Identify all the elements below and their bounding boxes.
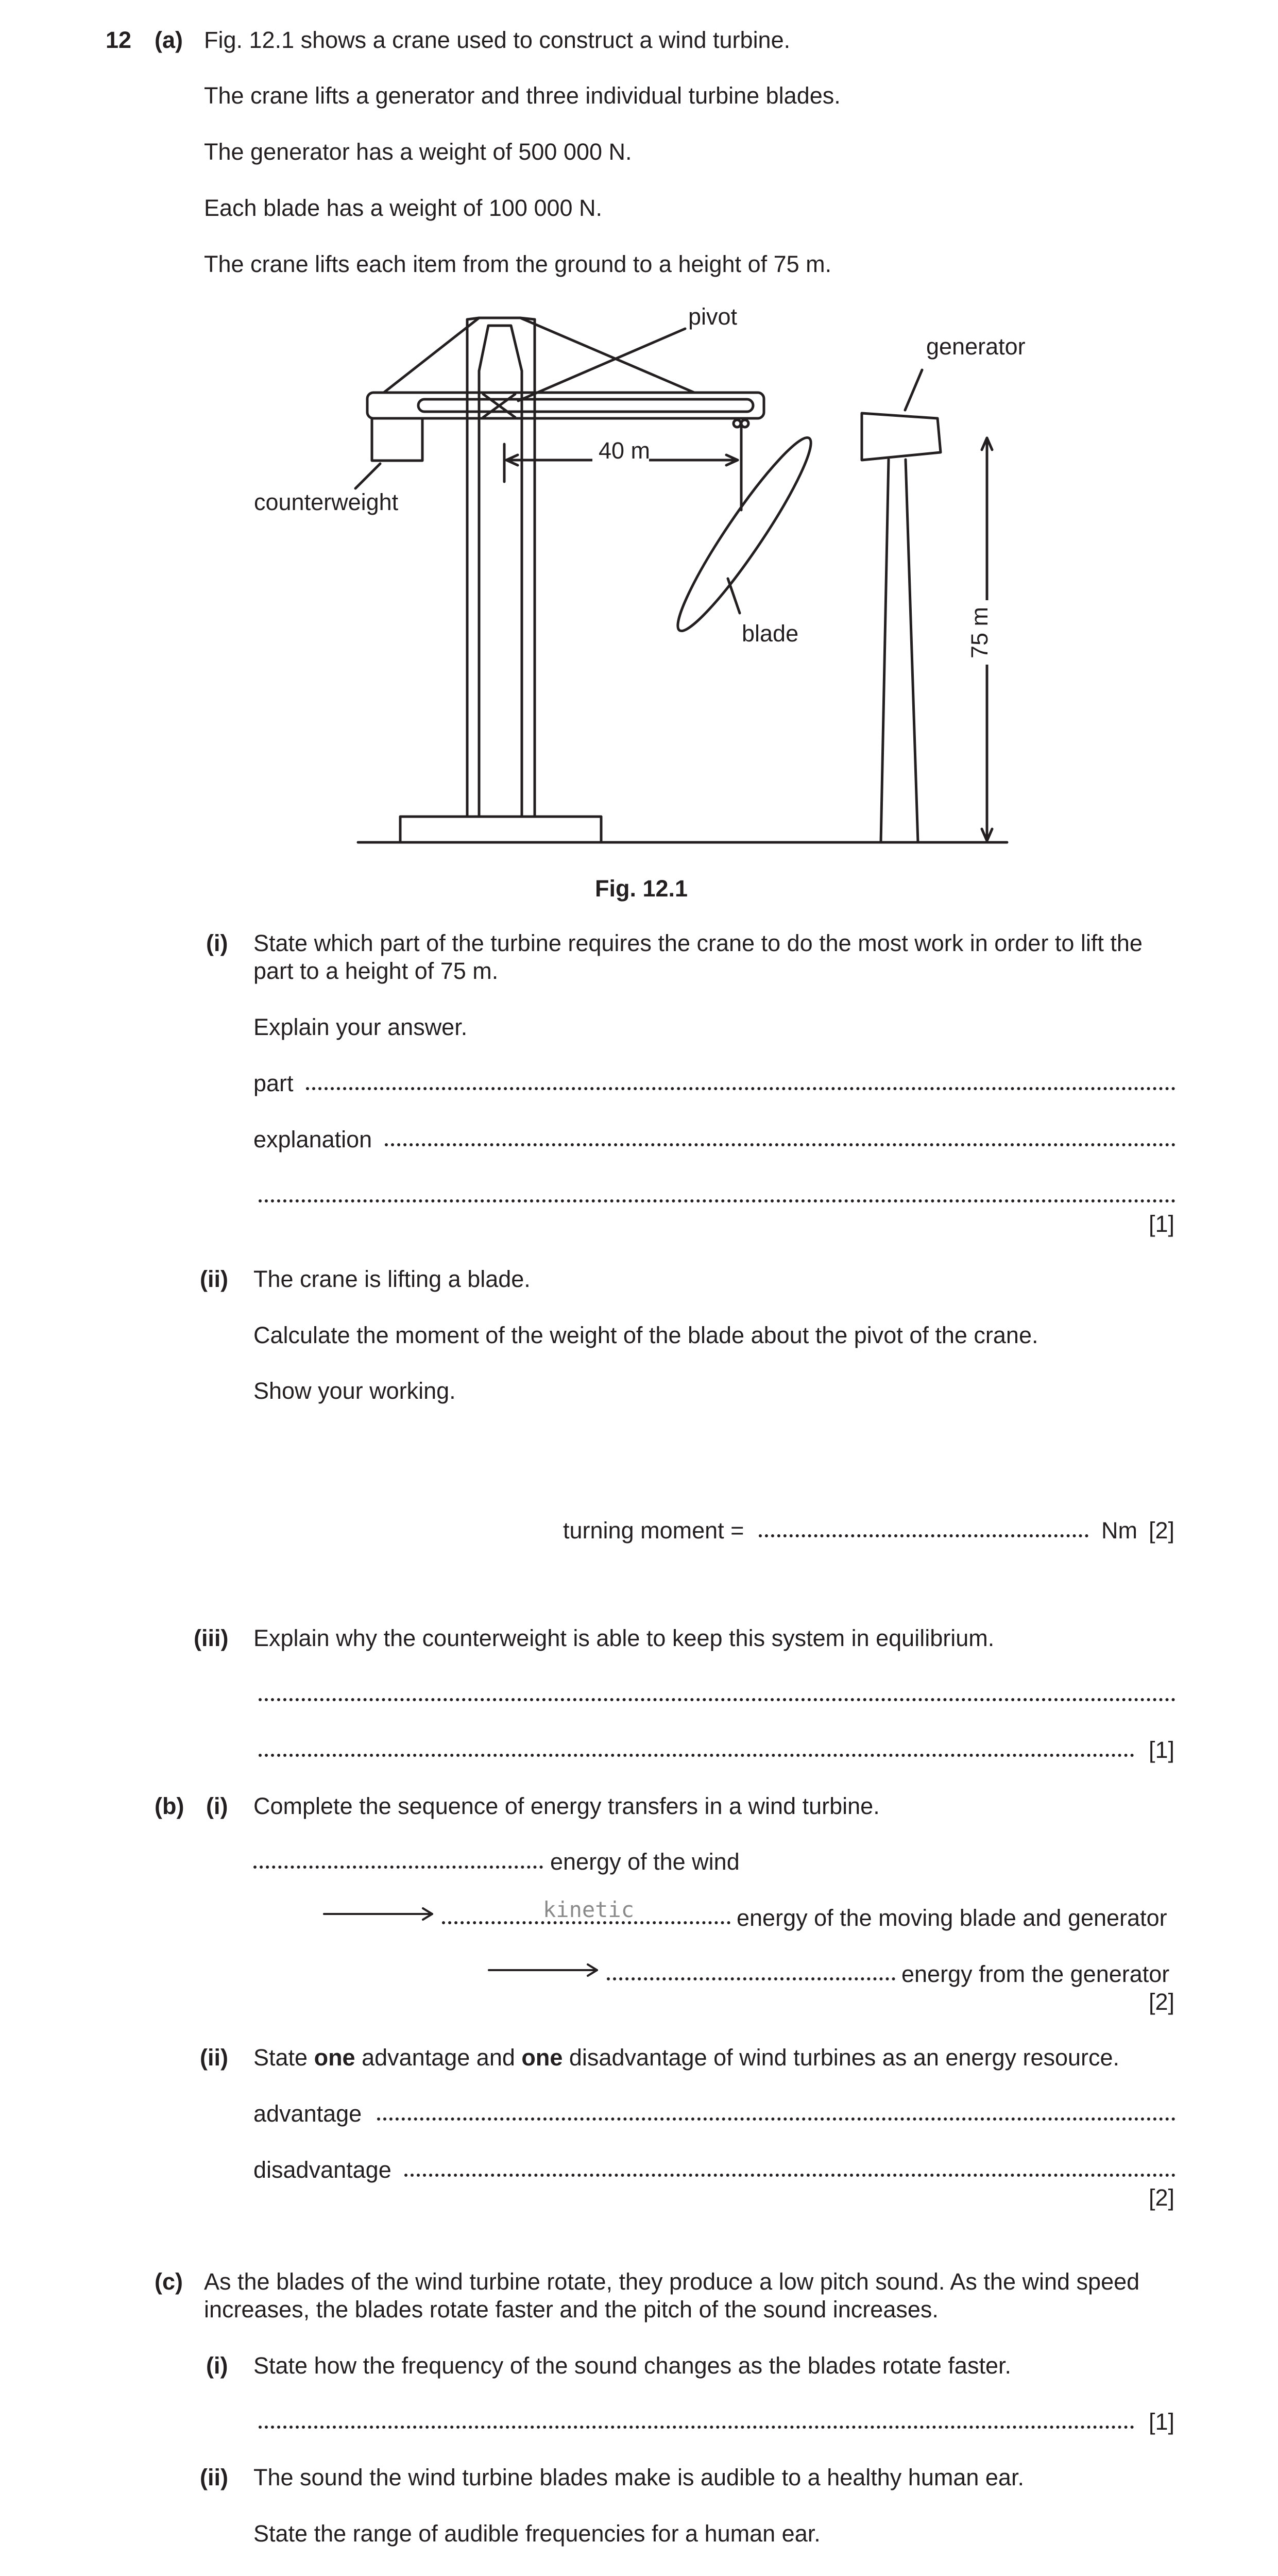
distance-label: 40 m (599, 437, 651, 464)
crane-rigging (384, 318, 694, 393)
a-i-explain: Explain your answer. (253, 1014, 468, 1040)
b-i-line-2: energy of the moving blade and generator (737, 1905, 1167, 1931)
b-i-marks: [2] (1149, 1989, 1175, 2015)
advantage-answer-line[interactable] (377, 2117, 1175, 2121)
a-ii-text-2: Calculate the moment of the weight of the blade about the pivot of the crane. (253, 1322, 1038, 1348)
height-label: 75 m (966, 606, 993, 659)
explanation-answer-line-2[interactable] (259, 1199, 1175, 1202)
c-text-1: As the blades of the wind turbine rotate, they produce a low pitch sound. As the wind speed (204, 2268, 1140, 2295)
intro-line-4: Each blade has a weight of 100 000 N. (204, 195, 603, 221)
crane-hook (734, 420, 748, 510)
c-ii-text-2: State the range of audible frequencies for a human ear. (253, 2520, 821, 2547)
crane-jib (367, 393, 764, 418)
turning-moment-label: turning moment = (563, 1517, 744, 1544)
generator-leader (905, 370, 922, 410)
intro-line-5: The crane lifts each item from the ground to a height of 75 m. (204, 251, 832, 277)
disadvantage-answer-line[interactable] (404, 2174, 1175, 2177)
b-ii-label: (ii) (200, 2044, 228, 2071)
explanation-answer-line-1[interactable] (385, 1143, 1175, 1146)
counterweight-label: counterweight (254, 489, 399, 515)
counterweight-leader (355, 464, 380, 488)
a-iii-answer-line-1[interactable] (259, 1698, 1175, 1701)
c-ii-label: (ii) (200, 2464, 228, 2490)
b-i-line-3: energy from the generator (901, 1961, 1170, 1987)
a-i-text-2: part to a height of 75 m. (253, 958, 499, 984)
crane-figure (0, 0, 1278, 876)
a-ii-text-1: The crane is lifting a blade. (253, 1266, 531, 1292)
figure-caption: Fig. 12.1 (595, 875, 688, 902)
pivot-leader (518, 329, 685, 401)
c-i-marks: [1] (1149, 2409, 1175, 2435)
a-iii-marks: [1] (1149, 1737, 1175, 1763)
a-i-marks: [1] (1149, 1211, 1175, 1237)
generator-label: generator (926, 333, 1026, 360)
part-field-label: part (253, 1070, 294, 1096)
a-ii-text-3: Show your working. (253, 1378, 456, 1404)
a-ii-marks: [2] (1149, 1517, 1175, 1544)
advantage-label: advantage (253, 2100, 362, 2127)
wind-energy-answer-line[interactable] (253, 1866, 543, 1869)
c-text-2: increases, the blades rotate faster and the pitch of the sound increases. (204, 2296, 939, 2323)
a-iii-label: (iii) (194, 1625, 229, 1651)
c-i-text: State how the frequency of the sound changes as the blades rotate faster. (253, 2352, 1011, 2379)
crane-base (400, 817, 601, 842)
generator-energy-answer-line[interactable] (607, 1977, 895, 1980)
handwritten-answer-kinetic: kinetic (543, 1897, 635, 1922)
part-a-label: (a) (155, 27, 183, 53)
b-i-text: Complete the sequence of energy transfers in a wind turbine. (253, 1793, 880, 1819)
generator-shape (862, 413, 941, 460)
disadvantage-label: disadvantage (253, 2157, 391, 2183)
blade-label: blade (742, 620, 799, 647)
intro-line-3: The generator has a weight of 500 000 N. (204, 139, 632, 165)
part-answer-line[interactable] (306, 1087, 1175, 1090)
a-i-label: (i) (206, 930, 228, 956)
b-i-line-1: energy of the wind (550, 1849, 740, 1875)
turning-moment-unit: Nm (1101, 1517, 1137, 1544)
a-i-text-1: State which part of the turbine requires the crane to do the most work in order to lift the (253, 930, 1143, 956)
c-ii-text-1: The sound the wind turbine blades make is audible to a healthy human ear. (253, 2464, 1024, 2490)
question-number: 12 (106, 27, 132, 53)
counterweight-block (372, 418, 422, 461)
transfer-arrow-1 (322, 1906, 435, 1922)
blade-leader (728, 579, 740, 613)
transfer-arrow-2 (487, 1962, 600, 1978)
c-i-label: (i) (206, 2352, 228, 2379)
explanation-field-label: explanation (253, 1126, 372, 1153)
c-i-answer-line[interactable] (259, 2426, 1134, 2429)
a-ii-label: (ii) (200, 1266, 228, 1292)
b-i-label: (i) (206, 1793, 228, 1819)
b-ii-marks: [2] (1149, 2184, 1175, 2211)
part-b-label: (b) (155, 1793, 184, 1819)
part-c-label: (c) (155, 2268, 183, 2295)
a-iii-answer-line-2[interactable] (259, 1754, 1134, 1757)
a-iii-text: Explain why the counterweight is able to keep this system in equilibrium. (253, 1625, 995, 1651)
pivot-label: pivot (688, 303, 738, 330)
turning-moment-answer-line[interactable] (759, 1534, 1088, 1537)
intro-line-2: The crane lifts a generator and three individual turbine blades. (204, 82, 841, 109)
intro-line-1: Fig. 12.1 shows a crane used to construct a wind turbine. (204, 27, 791, 53)
turbine-tower (881, 460, 918, 842)
b-ii-text: State one advantage and one disadvantage of wind turbines as an energy resource. (253, 2044, 1120, 2071)
